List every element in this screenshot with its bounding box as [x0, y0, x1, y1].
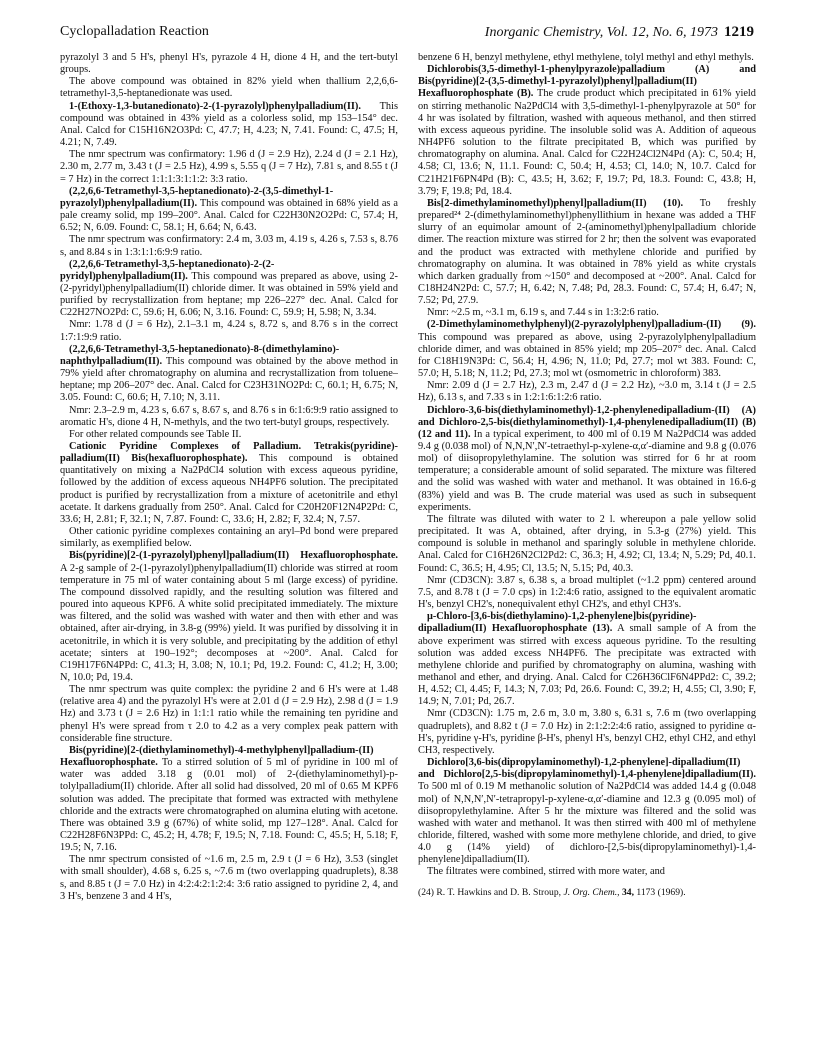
compound-heading: Bis(pyridine)[2-(diethylaminomethyl)-4-methylphenyl]palladium-(II) Hexafluorophosphate.	[60, 744, 374, 769]
left-column-paragraph	[60, 405, 398, 429]
paragraph-text: benzene 6 H, benzyl methylene, ethyl methylene, tolyl methyl and ethyl methyls.	[418, 52, 754, 63]
right-column-paragraph	[418, 198, 756, 307]
right-column-paragraph	[418, 405, 756, 514]
right-column-paragraph	[418, 575, 756, 611]
compound-heading: μ-Chloro-[3,6-bis(diethylamino)-1,2-phenylene]bis(pyridine)-dipalladium(II) Hexafluorophosphate (13).	[418, 611, 697, 635]
paragraph-text: The nmr spectrum was confirmatory: 2.4 m, 3.03 m, 4.19 s, 4.26 s, 7.53 s, 8.76 s, and 8.84 s in 1:3:1:1:6:9:9 ratio.	[60, 234, 398, 258]
paragraph-text: Nmr: 2.09 d (J = 2.7 Hz), 2.3 m, 2.47 d (J = 2.2 Hz), ~3.0 m, 3.14 t (J = 2.5 Hz), 6.13 s, and 7.33 s in 1:2:1:6:1:2:6 ratio.	[418, 380, 756, 404]
paragraph-text: In a typical experiment, to 400 ml of 0.19 M Na2PdCl4 was added 9.4 g (0.038 mol) of N,N,N′,N′-tetraethyl-p-xylene-α,α′-diamine and 9.8 g (0.076 mol) of diisopropylethylamine. The solution was stirred for 6 hr at room temperature; a considerable amount of solid separated. The mixture was filtered and the solid was washed with water and methanol. It was obtained in 16.6-g (83%) yield and was B. The crude material was used as such in subsequent experiments.	[418, 428, 756, 513]
paragraph-text: This compound was obtained in 68% yield as a pale creamy solid, mp 199–200°. Anal. Calcd for C22H30N2O2Pd: C, 57.4; H, 6.52; N, 6.09. Found: C, 58.1; H, 6.64; N, 6.43.	[60, 197, 398, 234]
left-column-paragraph	[60, 441, 398, 526]
left-column-paragraph	[60, 684, 398, 745]
compound-heading: Cationic Pyridine Complexes of Palladium. Tetrakis(pyridine)-palladium(II) Bis(hexafluorophosphate).	[60, 441, 398, 465]
paragraph-text: This compound was prepared as above, using 2-pyrazolylphenylpalladium chloride dimer, and was obtained in 85% yield; mp 205–207° dec. Anal. Calcd for C18H19N3Pd: C, 56.4; H, 4.96; N, 11.0; Pd, 27.7; mol wt 383. Found: C, 57.0; H, 5.18; N, 11.2; Pd, 27.3; mol wt (osmometric in chloroform) 383.	[418, 331, 756, 380]
paragraph-text: Nmr: 1.78 d (J = 6 Hz), 2.1–3.1 m, 4.24 s, 8.72 s, and 8.76 s in the correct 1:7:1:9:9 ratio.	[60, 319, 398, 343]
paragraph-text: The nmr spectrum consisted of ~1.6 m, 2.5 m, 2.9 t (J = 6 Hz), 3.53 (singlet with small shoulder), 4.68 s, 6.25 s, ~7.6 m (two overlapping quadruplets), 8.38 s, and 8.85 t (J = 7.0 Hz) in 4:2:4:2:1:2:4: 3:6 ratio assigned to pyridine 2, 4, and 3 H's, benzene 3 and 4 H's,	[60, 854, 398, 902]
right-column-paragraph	[418, 866, 756, 878]
right-column-paragraph	[418, 319, 756, 380]
paragraph-text: Nmr (CD3CN): 1.75 m, 2.6 m, 3.0 m, 3.80 s, 6.31 s, 7.6 m (two overlapping quadruplets), and 8.82 t (J = 7.0 Hz) in 2:1:2:2:4:6 ratio, assigned to pyridine α-H's, pyridine γ-H's, pyridine β-H's, phenyl H's, benzyl CH2, ethyl CH2, and ethyl CH3, respectively.	[418, 708, 756, 756]
page-number: 1219	[724, 24, 754, 40]
compound-heading: (2,2,6,6-Tetramethyl-3,5-heptanedionato)-2-(3,5-dimethyl-1-pyrazolyl)phenylpalladium(II).	[60, 185, 334, 209]
paragraph-text: This compound is obtained quantitatively on mixing a Na2PdCl4 solution with excess aqueous pyridine, followed by the addition of excess aqueous NH4PF6 solution. The precipitated product is purified by recrystallization from a mixture of acetonitrile and ethyl acetate. It darkens gradually from 250°. Anal. Calcd for C20H20F12N4P2Pd: C, 33.6; H, 2.81; F, 32.1; N, 7.87. Found: C, 33.6; H, 2.82; F, 32.4; N, 7.57.	[60, 453, 398, 525]
footnote-volume: 34,	[621, 886, 634, 898]
paragraph-text: This compound was prepared as above, using 2-(2-pyridyl)phenylpalladium(II) chloride dimer. It was obtained in 59% yield and purified by recrystallization from heptane; mp 226–227° dec. Anal. Calcd for C22H27NO2Pd: C, 59.6; H, 6.06; N, 3.16. Found: C, 59.9; H, 5.98; N, 3.34.	[60, 270, 398, 319]
paragraph-text: To a stirred solution of 5 ml of pyridine in 100 ml of water was added 3.18 g (0.01 mol) of 2-(diethylaminomethyl)-p-tolylpalladium(II) chloride. After all solid had dissolved, 20 ml of 0.65 M KPF6 solution was added. The precipitate that formed was extracted with methylene chloride and the extracts were chromatographed on alumina eluting with acetone. There was obtained 3.9 g (67%) of white solid, mp 127–128°. Anal. Calcd for C22H28F6N3PPd: C, 45.2; H, 4.78; F, 19.5; N, 7.18. Found: C, 45.5; H, 5.18; F, 19.5; N, 7.16.	[60, 757, 398, 854]
right-column-paragraph	[418, 514, 756, 575]
right-column-paragraph	[418, 708, 756, 757]
paragraph-text: The crude product which precipitated in 61% yield on stirring methanolic Na2PdCl4 with 3,5-dimethyl-1-phenylpyrazole at 50° for 4 hr was isolated by filtration, washed with aqueous methanol, and then stirred with excess aqueous pyridine. The insoluble solid was A. Addition of aqueous NH4PF6 solution to the filtrate precipitated B, which was purified by chromatography on alumina. Anal. Calcd for C22H24Cl2N4Pd (A): C, 50.4; H, 4.58; Cl, 13.6; N, 11.1. Found: C, 50.4; H, 4.53; Cl, 14.0; N, 10.7. Calcd for C21H21F6PN4Pd (B): C, 43.5; H, 3.62; F, 19.7; Pd, 18.3. Found: C, 43.8; H, 3.79; F, 19.8; Pd, 18.4.	[418, 88, 756, 197]
paragraph-text: To 500 ml of 0.19 M methanolic solution of Na2PdCl4 was added 14.4 g (0.048 mol) of N,N,N′,N′-tetrapropyl-p-xylene-α,α′-diamine and 12.3 g (0.095 mol) of diisopropylethylamine. After 5 hr the mixture was filtered and the solid was washed with water and methanol. It was then stirred with 400 ml of methylene chloride, filtered, washed with some more methylene chloride, and dried, to give 4.0 g (14% yield) of dichloro-[2,5-bis(dipropylaminomethyl)-1,4-phenylene]dipalladium(II).	[418, 781, 756, 866]
compound-heading: (2,2,6,6-Tetramethyl-3,5-heptanedionato)-2-(2-pyridyl)phenylpalladium(II).	[60, 258, 275, 282]
paragraph-text: The nmr spectrum was quite complex: the pyridine 2 and 6 H's were at 1.48 (relative area 4) and the pyrazolyl H's were at 2.01 d (J = 2.9 Hz), 2.98 d (J = 1.9 Hz) and 3.73 t (J = 2.6 Hz) in 1:1:1 ratio while the remaining ten pyridine and phenyl H's were spread from τ 2.0 to 4.2 as a very complex peak pattern with considerable fine structure.	[60, 684, 398, 744]
left-column-paragraph	[60, 101, 398, 150]
paragraph-text: The filtrate was diluted with water to 2 l. whereupon a pale yellow solid precipitated. It was A, obtained, after drying, in 5.3-g (27%) yield. This compound is soluble in methanol and sparingly soluble in methylene chloride. Anal. Calcd for C16H26N2Cl2Pd2: C, 36.3; H, 4.92; Cl, 13.4; N, 5.29; Pd, 40.1. Found: C, 36.5; H, 4.95; Cl, 13.5; N, 5.15; Pd, 40.3.	[418, 513, 756, 574]
paragraph-text: The filtrates were combined, stirred with more water, and	[427, 866, 665, 878]
left-column-paragraph	[60, 186, 398, 235]
left-column-paragraph	[60, 149, 398, 185]
paragraph-text: Nmr: 2.3–2.9 m, 4.23 s, 6.67 s, 8.67 s, and 8.76 s in 6:1:6:9:9 ratio assigned to aromatic H's, dione 4 H, N-methyls, and the two tert-butyl groups, respectively.	[60, 404, 398, 428]
paragraph-text: Nmr: ~2.5 m, ~3.1 m, 6.19 s, and 7.44 s in 1:3:2:6 ratio.	[427, 307, 659, 319]
paragraph-text: Other cationic pyridine complexes containing an aryl–Pd bond were prepared similarly, as exemplified below.	[60, 526, 398, 550]
compound-heading: Dichloro[3,6-bis(dipropylaminomethyl)-1,2-phenylene]-dipalladium(II) and Dichloro[2,5-bis(dipropylaminomethyl)-1,4-phenylene]dipalladium(II).	[418, 757, 756, 781]
left-column-paragraph	[60, 745, 398, 854]
paragraph-text: pyrazolyl 3 and 5 H's, phenyl H's, pyrazole 4 H, dione 4 H, and the tert-butyl groups.	[60, 52, 398, 76]
left-column-paragraph	[60, 526, 398, 550]
left-column-paragraph	[60, 854, 398, 903]
paragraph-text: The nmr spectrum was confirmatory: 1.96 d (J = 2.9 Hz), 2.24 d (J = 2.1 Hz), 2.30 m, 2.77 m, 3.43 t (J = 2.5 Hz), 4.99 s, 5.55 q (J = 7 Hz), 7.81 s, and 8.55 t (J = 7 Hz) in the correct 1:1:1:3:1:1:2: 3:3 ratio.	[60, 149, 398, 185]
paragraph-text: For other related compounds see Table II.	[69, 428, 242, 440]
left-column-paragraph	[60, 319, 398, 343]
paragraph-text: A small sample of A from the above experiment was stirred with excess aqueous pyridine. To the resulting solution was added excess NH4PF6. The precipitate was extracted with methylene chloride and purified by chromatography on alumina, washing with methanol and ether, and drying. Anal. Calcd for C26H36ClF6N4PPd2: C, 39.2; H, 4.52; Cl, 4.45; F, 14.3; N, 7.03; Pd, 26.6. Found: C, 39.2; H, 4.55; Cl, 3.90; F, 14.9; N, 7.01; Pd, 26.7.	[418, 623, 756, 708]
footnote	[418, 887, 756, 898]
left-column-paragraph	[60, 429, 398, 441]
running-title: Cyclopalladation Reaction	[60, 24, 209, 39]
right-column-paragraph	[418, 380, 756, 404]
paragraph-text: This compound was obtained by the above method in 79% yield after chromatography on alumina and recrystallization from toluene–heptane; mp 206–207° dec. Anal. Calcd for C23H31NO2Pd: C, 60.1; H, 6.75; N, 3.05. Found: C, 60.6; H, 7.10; N, 3.11.	[60, 355, 398, 404]
right-column-paragraph	[418, 757, 756, 866]
right-column	[418, 52, 756, 1046]
left-column-paragraph	[60, 550, 398, 684]
paragraph-text: The above compound was obtained in 82% yield when thallium 2,2,6,6-tetramethyl-3,5-heptanedionate was used.	[60, 76, 398, 100]
compound-heading: Dichlorobis(3,5-dimethyl-1-phenylpyrazole)palladium (A) and Bis(pyridine)[2-(3,5-dimethyl-1-pyrazolyl)phenyl]palladium(II) Hexafluorophosphate (B).	[418, 64, 756, 100]
footnote-journal: J. Org. Chem.,	[563, 886, 620, 898]
journal-citation	[485, 24, 754, 41]
compound-heading: Bis(pyridine)[2-(1-pyrazolyl)phenyl]palladium(II) Hexafluorophosphate.	[69, 550, 398, 562]
paragraph-text: Nmr (CD3CN): 3.87 s, 6.38 s, a broad multiplet (~1.2 ppm) centered around 7.5, and 8.78 t (J = 7.0 cps) in 1:2:4:6 ratio, assigned to the equivalent aromatic H's, benzyl CH2's, nonequivalent ethyl CH2's, and ethyl CH3's.	[418, 574, 756, 611]
left-column-paragraph	[60, 76, 398, 100]
paragraph-text: A 2-g sample of 2-(1-pyrazolyl)phenylpalladium(II) chloride was stirred at room temperature in 75 ml of water containing about 5 ml (large excess) of pyridine. The compound dissolved rapidly, and the resulting solution was filtered and poured into aqueous KPF6. A white solid precipitated immediately. The mixture was filtered, and the solid was washed with water and then with ether and was obtained, after air-drying, in 3.8-g (99%) yield. It was purified by dissolving it in acetonitrile, in which it is very soluble, and precipitating by the addition of ethyl acetate; sinters at 190–192°; decomposes at ~200°. Anal. Calcd for C19H17F6N4PPd: C, 41.3; H, 3.08; N, 10.1; Pd, 19.2. Found: C, 41.2; H, 3.00; N, 10.0; Pd, 19.4.	[60, 562, 398, 683]
left-column-paragraph	[60, 259, 398, 320]
compound-heading: Dichloro-3,6-bis(diethylaminomethyl)-1,2-phenylenedipalladium-(II) (A) and Dichloro-2,5-bis(diethylaminomethyl)-1,4-phenylenedipalladium(II) (B) (12 and 11).	[418, 404, 756, 440]
left-column	[60, 52, 398, 1046]
compound-heading: Bis[2-dimethylaminomethyl)phenyl]palladium(II) (10).	[427, 197, 684, 209]
right-column-paragraph	[418, 52, 756, 64]
footnote-authors: R. T. Hawkins and D. B. Stroup,	[436, 886, 562, 898]
right-column-paragraph	[418, 307, 756, 319]
left-column-paragraph	[60, 52, 398, 76]
right-column-body	[418, 52, 756, 879]
journal-name: Inorganic Chemistry, Vol. 12, No. 6, 1973	[484, 25, 718, 40]
paragraph-text: This compound was obtained in 43% yield as a colorless solid, mp 153–154° dec. Anal. Calcd for C15H16N2O3Pd: C, 47.7; H, 4.23; N, 7.41. Found: C, 47.5; H, 4.21; N, 7.49.	[60, 100, 398, 149]
footnote-pages: 1173 (1969).	[636, 886, 686, 898]
footnote-marker: (24)	[418, 886, 434, 898]
right-column-paragraph	[418, 611, 756, 708]
compound-heading: (2,2,6,6-Tetramethyl-3,5-heptanedionato)-8-(dimethylamino)-naphthylpalladium(II).	[60, 343, 340, 367]
compound-heading: (2-Dimethylaminomethylphenyl)(2-pyrazolylphenyl)palladium-(II) (9).	[427, 319, 756, 331]
left-column-paragraph	[60, 344, 398, 405]
left-column-paragraph	[60, 234, 398, 258]
right-column-paragraph	[418, 64, 756, 198]
paragraph-text: To freshly prepared²⁴ 2-(dimethylaminomethyl)phenyllithium in hexane was added a THF slurry of an equimolar amount of 2-(aminomethyl)phenylpalladium chloride dimer. The reaction mixture was stirred for 2 hr; then the solvent was evaporated and the product was extracted with methylene chloride and purified by chromatography on alumina. It was obtained in 78% yield as white crystals which darken gradually from ~150° and decomposed at ~200°. Anal. Calcd for C18H24N2Pd: C, 57.7; H, 6.42; N, 7.48; Pd, 28.3. Found: C, 57.4; H, 6.47; N, 7.52; Pd, 27.9.	[418, 197, 756, 307]
compound-heading: 1-(Ethoxy-1,3-butanedionato)-2-(1-pyrazolyl)phenylpalladium(II).	[69, 100, 361, 112]
running-header	[60, 22, 754, 46]
